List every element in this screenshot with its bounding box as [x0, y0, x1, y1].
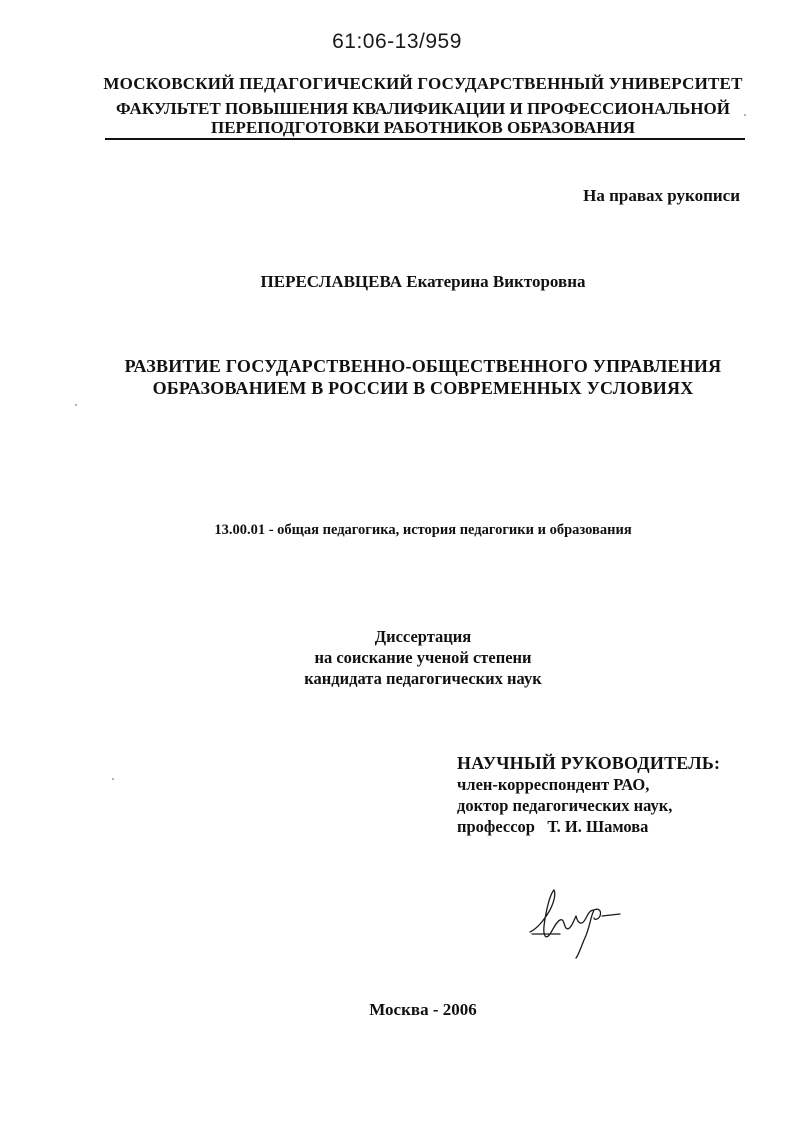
author-name: ПЕРЕСЛАВЦЕВА Екатерина Викторовна	[260, 272, 586, 291]
scan-speck	[744, 114, 746, 116]
handwritten-signature	[520, 880, 630, 960]
dissertation-title-line-2: ОБРАЗОВАНИЕМ В РОССИИ В СОВРЕМЕННЫХ УСЛОВИЯХ	[152, 378, 694, 398]
supervisor-line-1: член-корреспондент РАО,	[457, 775, 650, 794]
place-and-year: Москва - 2006	[369, 1000, 477, 1019]
degree-line-3: кандидата педагогических наук	[304, 669, 542, 688]
degree-block	[0, 626, 794, 689]
catalog-number: 61:06-13/959	[332, 30, 462, 53]
rights-note: На правах рукописи	[583, 186, 740, 205]
scan-speck	[112, 778, 114, 780]
faculty-name-line-1: ФАКУЛЬТЕТ ПОВЫШЕНИЯ КВАЛИФИКАЦИИ И ПРОФЕССИОНАЛЬНОЙ	[116, 99, 730, 118]
dissertation-title-line-1: РАЗВИТИЕ ГОСУДАРСТВЕННО-ОБЩЕСТВЕННОГО УПРАВЛЕНИЯ	[124, 356, 722, 376]
specialty-code: 13.00.01 - общая педагогика, история педагогики и образования	[214, 522, 632, 538]
degree-line-2: на соискание ученой степени	[314, 648, 532, 667]
header-divider	[105, 138, 745, 140]
university-name: МОСКОВСКИЙ ПЕДАГОГИЧЕСКИЙ ГОСУДАРСТВЕННЫЙ УНИВЕРСИТЕТ	[103, 74, 743, 93]
supervisor-heading: НАУЧНЫЙ РУКОВОДИТЕЛЬ:	[457, 753, 721, 773]
scan-speck	[75, 404, 77, 406]
faculty-name-line-2: ПЕРЕПОДГОТОВКИ РАБОТНИКОВ ОБРАЗОВАНИЯ	[211, 118, 635, 137]
supervisor-line-2: доктор педагогических наук,	[457, 796, 673, 815]
supervisor-line-3: профессор Т. И. Шамова	[457, 817, 649, 836]
degree-line-1: Диссертация	[374, 627, 472, 646]
supervisor-block	[457, 752, 720, 837]
